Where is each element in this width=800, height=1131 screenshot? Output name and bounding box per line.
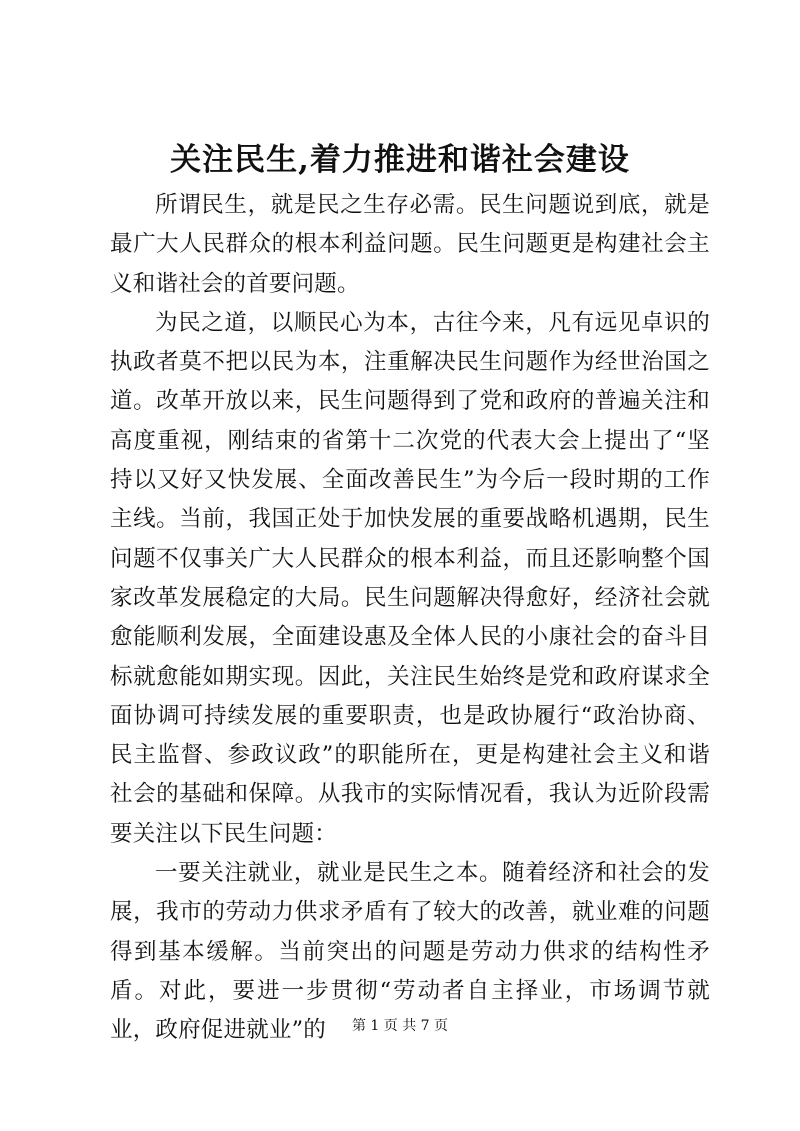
paragraph-3: 一要关注就业，就业是民生之本。随着经济和社会的发展，我市的劳动力供求矛盾有了较大的改善，就业难的问题得到基本缓解。当前突出的问题是劳动力供求的结构性矛盾。对此，要进一步贯彻“劳动者自主择业，市场调节就业，政府促进就业”的	[110, 860, 710, 1044]
paragraph-2: 为民之道，以顺民心为本，古往今来，凡有远见卓识的执政者莫不把以民为本，注重解决民生问题作为经世治国之道。改革开放以来，民生问题得到了党和政府的普遍关注和高度重视，刚结束的省第十二次党的代表大会上提出了“坚持以又好又快发展、全面改善民生”为今后一段时期的工作主线。当前，我国正处于加快发展的重要战略机遇期，民生问题不仅事关广大人民群众的根本利益，而且还影响整个国家改革发展稳定的大局。民生问题解决得愈好，经济社会就愈能顺利发展，全面建设惠及全体人民的小康社会的奋斗目标就愈能如期实现。因此，关注民生始终是党和政府谋求全面协调可持续发展的重要职责，也是政协履行“政治协商、民主监督、参政议政”的职能所在，更是构建社会主义和谐社会的基础和保障。从我市的实际情况看，我认为近阶段需要关注以下民生问题：	[110, 309, 710, 847]
document-title: 关注民生,着力推进和谐社会建设	[170, 142, 630, 178]
paragraph-1: 所谓民生，就是民之生存必需。民生问题说到底，就是最广大人民群众的根本利益问题。民生问题更是构建社会主义和谐社会的首要问题。	[110, 192, 710, 297]
page-number-footer: 第 1 页 共 7 页	[351, 1018, 449, 1034]
document-body	[110, 186, 710, 1051]
